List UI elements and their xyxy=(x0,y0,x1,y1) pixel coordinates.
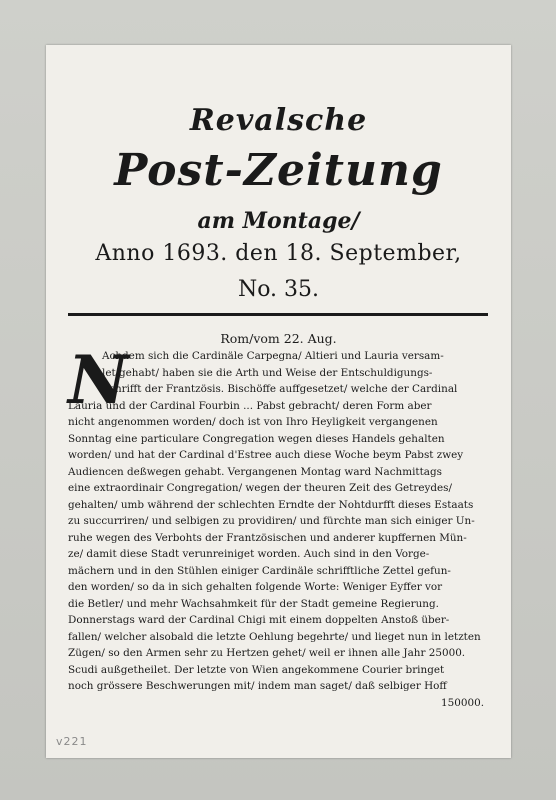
newspaper-page xyxy=(46,45,511,758)
article-line: Donnerstags ward der Cardinal Chigi mit einem doppelten Anstoß über- xyxy=(68,614,450,626)
pencil-catalog-mark: v221 xyxy=(56,735,88,748)
masthead-title-line-2: Post-Zeitung xyxy=(114,145,443,196)
article-line: gehalten/ umb während der schlechten Erndte der Nohtdurfft dieses Estaats xyxy=(68,498,474,511)
article-line: nicht angenommen worden/ doch ist von Ihro Heyligkeit vergangenen xyxy=(68,416,438,428)
article-line: Schrifft der Frantzösis. Bischöffe auffgesetzet/ welche der Cardinal xyxy=(102,383,458,395)
article-line: fallen/ welcher alsobald die letzte Oehlung begehrte/ und lieget nun in letzten xyxy=(68,630,481,643)
article-line: Achdem sich die Cardinäle Carpegna/ Altieri und Lauria versam- xyxy=(102,350,444,362)
article-line: zu succurriren/ und selbigen zu providiren/ und fürchte man sich einiger Un- xyxy=(68,515,475,527)
article-line: Sonntag eine particulare Congregation wegen dieses Handels gehalten xyxy=(68,432,445,445)
article-line: den worden/ so da in sich gehalten folgende Worte: Weniger Eyffer vor xyxy=(68,581,443,593)
header-rule xyxy=(68,313,488,316)
article-line: ruhe wegen des Verbohts der Frantzösischen und anderer kupffernen Mün- xyxy=(68,531,467,544)
article-dateline: Rom/vom 22. Aug. xyxy=(220,331,337,346)
article-line: ze/ damit diese Stadt verunreiniget worden. Auch sind in den Vorge- xyxy=(68,548,430,560)
article-line: Lauria und der Cardinal Fourbin ... Pabst gebracht/ deren Form aber xyxy=(68,399,432,412)
article-line: Scudi außgetheilet. Der letzte von Wien angekommene Courier bringet xyxy=(68,663,445,676)
article-line: mächern und in den Stühlen einiger Cardinäle schrifftliche Zettel gefun- xyxy=(68,564,451,577)
article-body xyxy=(68,341,490,711)
article-line: die Betler/ und mehr Wachsahmkeit für der Stadt gemeine Regierung. xyxy=(68,597,439,610)
article-last-line: 150000. xyxy=(441,696,484,709)
masthead-day: am Montage/ xyxy=(197,208,360,234)
issue-number: No. 35. xyxy=(237,277,320,302)
article-line: Audiencen deßwegen gehabt. Vergangenen Montag ward Nachmittags xyxy=(68,465,442,478)
article-line: eine extraordinair Congregation/ wegen der theuren Zeit des Getreydes/ xyxy=(68,482,452,494)
masthead-title-line-1: Revalsche xyxy=(189,103,368,138)
article-line: Zügen/ so den Armen sehr zu Hertzen gehet/ weil er ihnen alle Jahr 25000. xyxy=(68,647,466,659)
article-line: worden/ und hat der Cardinal d'Estree auch diese Woche beym Pabst zwey xyxy=(68,449,464,461)
article-line: let gehabt/ haben sie die Arth und Weise der Entschuldigungs- xyxy=(102,366,433,379)
masthead-date: Anno 1693. den 18. September, xyxy=(95,241,462,266)
article-line: noch grössere Beschwerungen mit/ indem man saget/ daß selbiger Hoff xyxy=(68,680,447,692)
drop-cap: N xyxy=(68,341,129,419)
